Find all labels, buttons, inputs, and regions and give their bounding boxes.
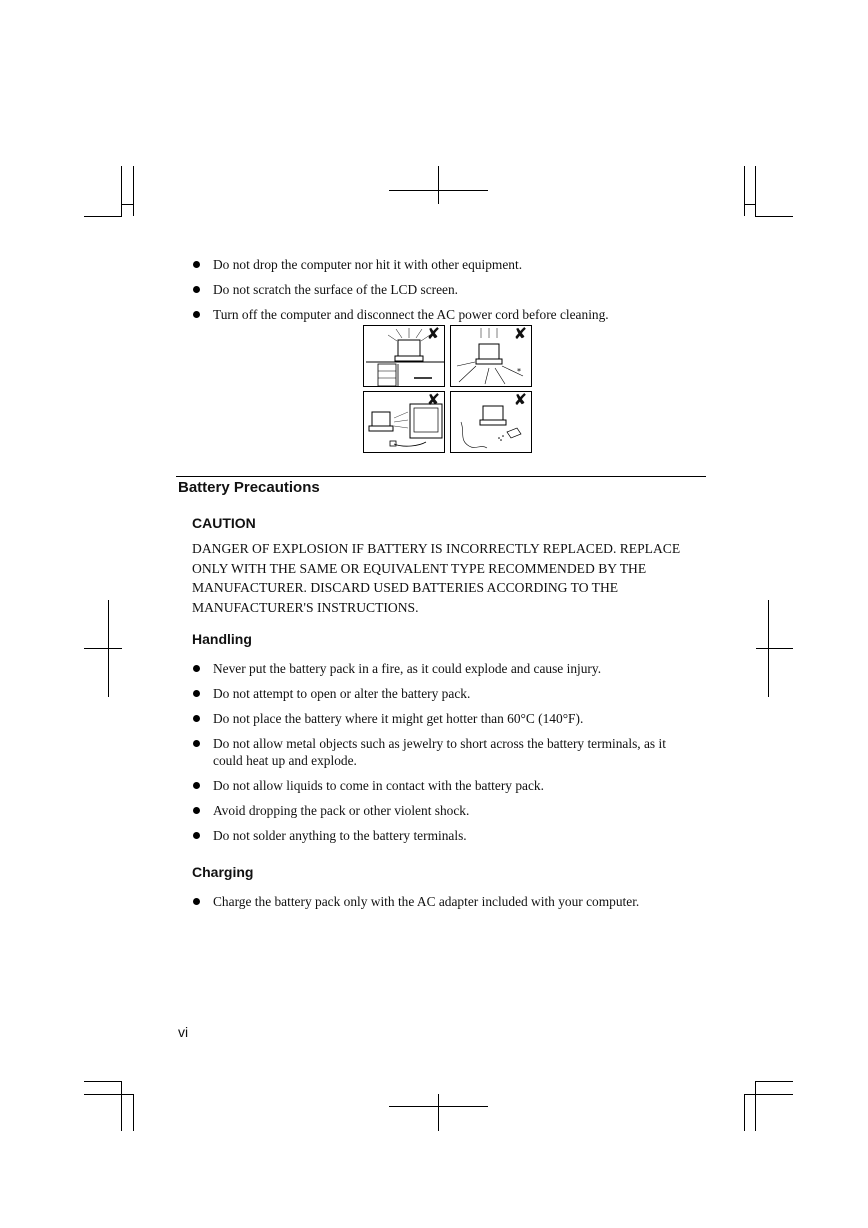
handling-list <box>192 660 693 852</box>
caution-heading: CAUTION <box>192 515 256 531</box>
care-bullet-list <box>192 256 609 331</box>
list-item: Do not allow metal objects such as jewelry to short across the battery terminals, as it could heat up and explode. <box>192 735 693 769</box>
list-item: Do not drop the computer nor hit it with other equipment. <box>192 256 609 273</box>
list-item: Do not place the battery where it might get hotter than 60°C (140°F). <box>192 710 693 727</box>
laptop-liquid-spill-icon <box>450 391 532 453</box>
prohibited-icon: ✘ <box>513 390 527 409</box>
list-item: Turn off the computer and disconnect the AC power cord before cleaning. <box>192 306 609 323</box>
list-item: Do not attempt to open or alter the battery pack. <box>192 685 693 702</box>
list-item: Charge the battery pack only with the AC adapter included with your computer. <box>192 893 693 910</box>
caution-text: DANGER OF EXPLOSION IF BATTERY IS INCORRECTLY REPLACED. REPLACE ONLY WITH THE SAME OR EQUIVALENT TYPE RECOMMENDED BY THE MANUFACTURER. DISCARD USED BATTERIES ACCORDING TO THE MANUFACTURER'S INSTRUCTIONS. <box>192 541 681 615</box>
laptop-near-tv-icon <box>363 391 445 453</box>
page-number: vi <box>178 1024 189 1040</box>
laptop-dropping-icon <box>450 325 532 387</box>
list-item: Do not allow liquids to come in contact with the battery pack. <box>192 777 693 794</box>
section-divider <box>176 476 706 477</box>
prohibited-icon: ✘ <box>426 390 440 409</box>
laptop-under-sun-icon <box>363 325 445 387</box>
section-heading: Battery Precautions <box>178 479 320 496</box>
list-item: Do not solder anything to the battery terminals. <box>192 827 693 844</box>
charging-heading: Charging <box>192 864 254 880</box>
charging-list <box>192 893 693 918</box>
list-item: Avoid dropping the pack or other violent shock. <box>192 802 693 819</box>
handling-heading: Handling <box>192 631 252 647</box>
prohibited-icon: ✘ <box>513 324 527 343</box>
list-item: Never put the battery pack in a fire, as it could explode and cause injury. <box>192 660 693 677</box>
prohibited-icon: ✘ <box>426 324 440 343</box>
svg-text:*: * <box>517 367 521 376</box>
list-item: Do not scratch the surface of the LCD screen. <box>192 281 609 298</box>
care-illustration <box>363 325 535 455</box>
